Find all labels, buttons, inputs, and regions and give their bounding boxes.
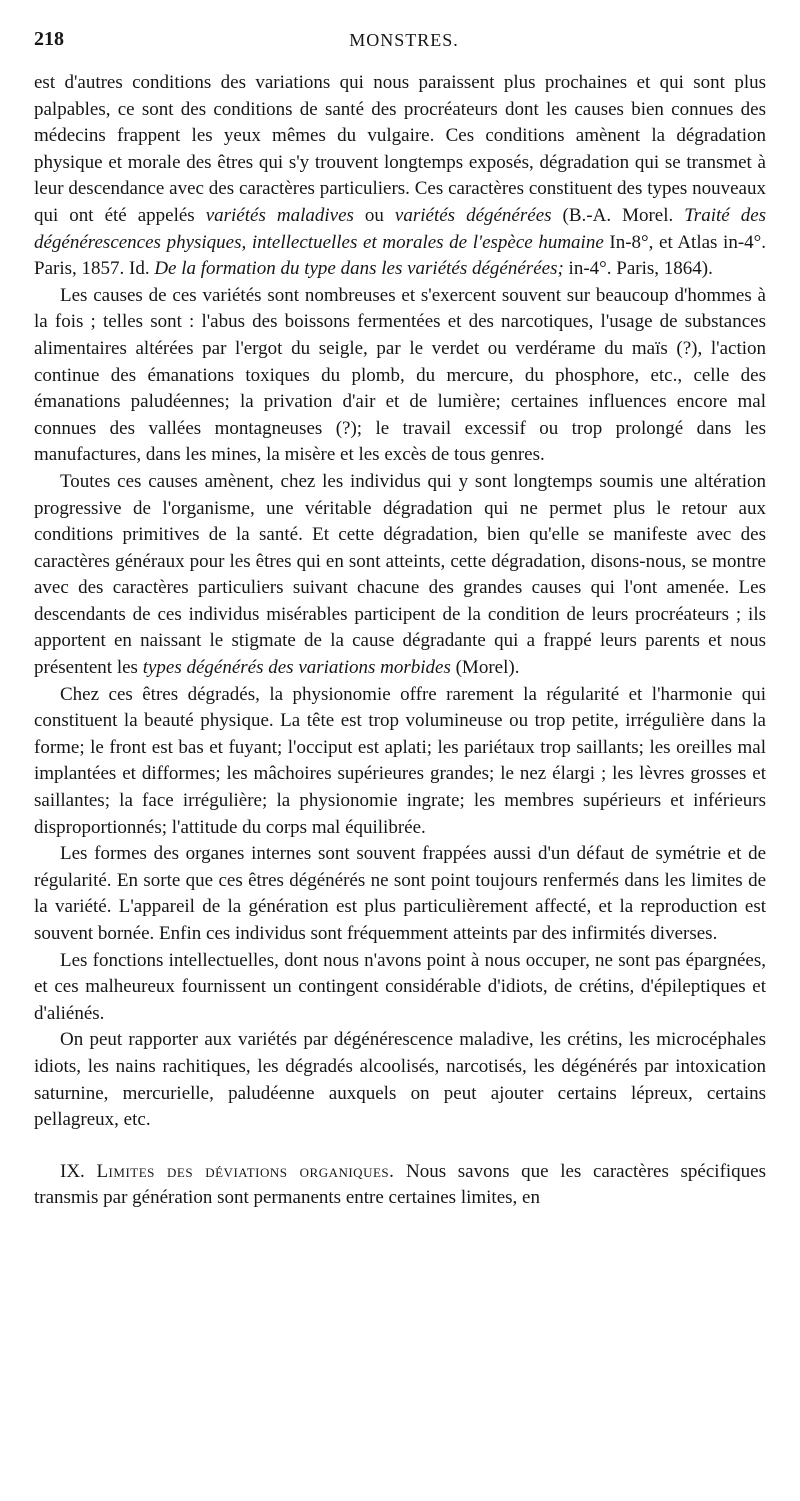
paragraph-5: Les formes des organes internes sont souvent frappées aussi d'un défaut de symétrie et de régularité. En sorte que ces êtres dégénérés ne sont point toujours renfermés dans les limites de la variété. L'appareil de la génération est plus particulièrement affecté, et la reproduction est souvent bornée. Enfin ces individus sont fréquemment atteints par des infirmités diverses.	[34, 843, 766, 944]
paragraph-1-italic-3: Traité des dégénérescences physiques, intellectuelles et morales de l'espèce humaine	[34, 204, 767, 253]
page-number: 218	[34, 28, 64, 50]
paragraph-4: Chez ces êtres dégradés, la physionomie offre rarement la régularité et l'harmonie qui constituent la beauté physique. La tête est trop volumineuse ou trop petite, irrégulière dans la forme; le front est bas et fuyant; l'occiput est aplati; les pariétaux trop saillants; les oreilles mal implantées et difformes; les mâchoires supérieures grandes; le nez élargi ; les lèvres grosses et saillantes; la face irrégulière; la physionomie ingrate; les membres supérieurs et inférieurs disproportionnés; l'attitude du corps mal équilibrée.	[34, 683, 766, 838]
paragraph-6: Les fonctions intellectuelles, dont nous n'avons point à nous occuper, ne sont pas épargnées, et ces malheureux fournissent un contingent considérable d'idiots, de crétins, d'épileptiques et d'aliénés.	[34, 949, 766, 1024]
paragraph-2: Les causes de ces variétés sont nombreuses et s'exercent souvent sur beaucoup d'hommes à la fois ; telles sont : l'abus des boissons fermentées et des narcotiques, l'usage de substances alimentaires altérées par l'ergot du seigle, par le verdet ou verdérame du maïs (?), l'action continue des émanations toxiques du plomb, du mercure, du phosphore, etc., celle des émanations paludéennes; la privation d'air et de lumière; certaines influences encore mal connues des vallées montagneuses (?); le travail excessif ou trop prolongé dans les manufactures, dans les mines, la misère et les excès de tous genres.	[34, 284, 766, 466]
paragraph-1-italic-1: variétés maladives	[205, 204, 354, 226]
paragraph-1-italic-4: De la formation du type dans les variétés dégénérées;	[154, 258, 564, 280]
page-header	[34, 22, 774, 52]
section-heading: Limites des déviations organiques.	[96, 1160, 395, 1182]
paragraph-1-italic-2: variétés dégénérées	[394, 204, 552, 226]
section-number: IX.	[60, 1160, 85, 1182]
paragraph-1-text-5: in-4°. Paris, 1864).	[563, 258, 713, 280]
page-body	[34, 70, 766, 1212]
section-ix-paragraph	[34, 1159, 766, 1212]
running-title: MONSTRES.	[349, 30, 459, 50]
paragraph-1-text-1: est d'autres conditions des variations qui nous paraissent plus prochaines et qui sont plus palpables, ce sont des conditions de santé des procréateurs dont les causes bien connues des médecins frappent les yeux mêmes du vulgaire. Ces conditions amènent la dégradation physique et morale des êtres qui s'y trouvent longtemps exposés, dégradation qui se transmet à leur descendance avec des caractères particuliers. Ces caractères constituent des types nouveaux qui ont été appelés	[34, 72, 766, 226]
paragraph-7: On peut rapporter aux variétés par dégénérescence maladive, les crétins, les microcéphales idiots, les nains rachitiques, les dégradés alcoolisés, narcotisés, les dégénérés par intoxication saturnine, mercurielle, paludéenne auxquels on peut ajouter certains lépreux, certains pellagreux, etc.	[34, 1029, 766, 1131]
paragraph-1	[34, 70, 766, 283]
paragraph-1-text-3: (B.-A. Morel.	[551, 204, 685, 226]
paragraph-3	[34, 469, 766, 682]
paragraph-3-italic-1: types dégénérés des variations morbides	[142, 657, 451, 679]
paragraph-3-text-2: (Morel).	[450, 657, 520, 679]
section-text: Nous savons que les caractères spécifiques transmis par génération sont permanents entre certaines limites, en	[34, 1160, 766, 1209]
paragraph-1-text-4: In-8°, et Atlas in-4°. Paris, 1857. Id.	[34, 231, 767, 280]
paragraph-1-text-2: ou	[353, 204, 395, 226]
paragraph-3-text-1: Toutes ces causes amènent, chez les individus qui y sont longtemps soumis une altération progressive de l'organisme, une véritable dégradation qui ne permet plus le retour aux conditions primitives de la santé. Et cette dégradation, bien qu'elle se manifeste avec des caractères généraux pour les êtres qui en sont atteints, cette dégradation, disons-nous, se montre avec des caractères particuliers suivant chacune des grandes causes qui l'ont amenée. Les descendants de ces individus misérables participent de la condition de leurs procréateurs ; ils apportent en naissant le stigmate de la cause dégradante qui a frappé leurs parents et nous présentent les	[34, 470, 766, 679]
